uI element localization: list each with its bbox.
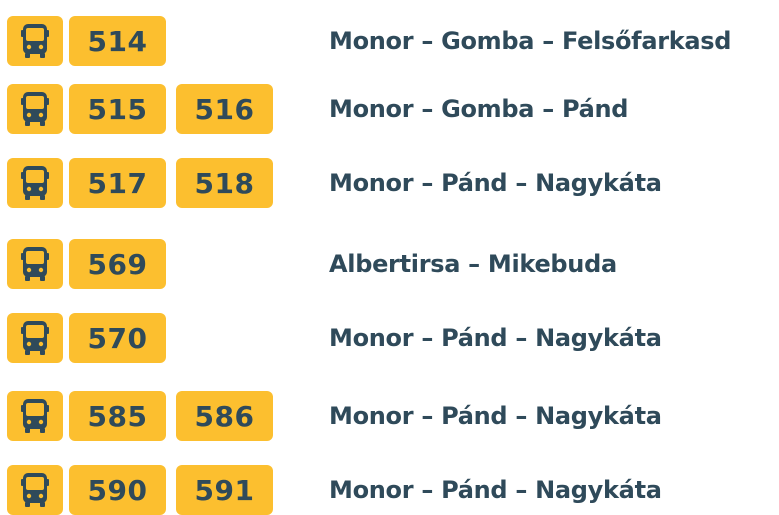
route-number-badge: 517: [69, 158, 166, 208]
bus-icon: [20, 320, 50, 356]
bus-tile: [7, 158, 63, 208]
route-number-badge: 515: [69, 84, 166, 134]
bus-tile: [7, 16, 63, 66]
route-number-badge: 570: [69, 313, 166, 363]
route-destination: Monor – Gomba – Pánd: [329, 95, 629, 123]
bus-tile: [7, 391, 63, 441]
bus-icon: [20, 246, 50, 282]
bus-icon: [20, 472, 50, 508]
bus-icon: [20, 398, 50, 434]
route-destination: Monor – Pánd – Nagykáta: [329, 476, 662, 504]
route-row: [0, 80, 779, 128]
route-number-badge: 585: [69, 391, 166, 441]
route-number-badge: 518: [176, 158, 273, 208]
route-destination: Albertirsa – Mikebuda: [329, 250, 617, 278]
route-row: [0, 235, 779, 283]
route-row: [0, 12, 779, 60]
route-number-badge: 569: [69, 239, 166, 289]
route-destination: Monor – Pánd – Nagykáta: [329, 324, 662, 352]
bus-icon: [20, 165, 50, 201]
route-number-badge: 590: [69, 465, 166, 515]
bus-icon: [20, 23, 50, 59]
bus-tile: [7, 239, 63, 289]
route-row: [0, 309, 779, 357]
route-number-badge: 514: [69, 16, 166, 66]
route-destination: Monor – Pánd – Nagykáta: [329, 402, 662, 430]
route-destination: Monor – Pánd – Nagykáta: [329, 169, 662, 197]
route-row: [0, 154, 779, 202]
route-row: [0, 387, 779, 435]
bus-tile: [7, 313, 63, 363]
bus-tile: [7, 84, 63, 134]
route-number-badge: 591: [176, 465, 273, 515]
route-number-badge: 516: [176, 84, 273, 134]
route-number-badge: 586: [176, 391, 273, 441]
bus-icon: [20, 91, 50, 127]
route-destination: Monor – Gomba – Felsőfarkasd: [329, 27, 732, 55]
route-row: [0, 461, 779, 509]
